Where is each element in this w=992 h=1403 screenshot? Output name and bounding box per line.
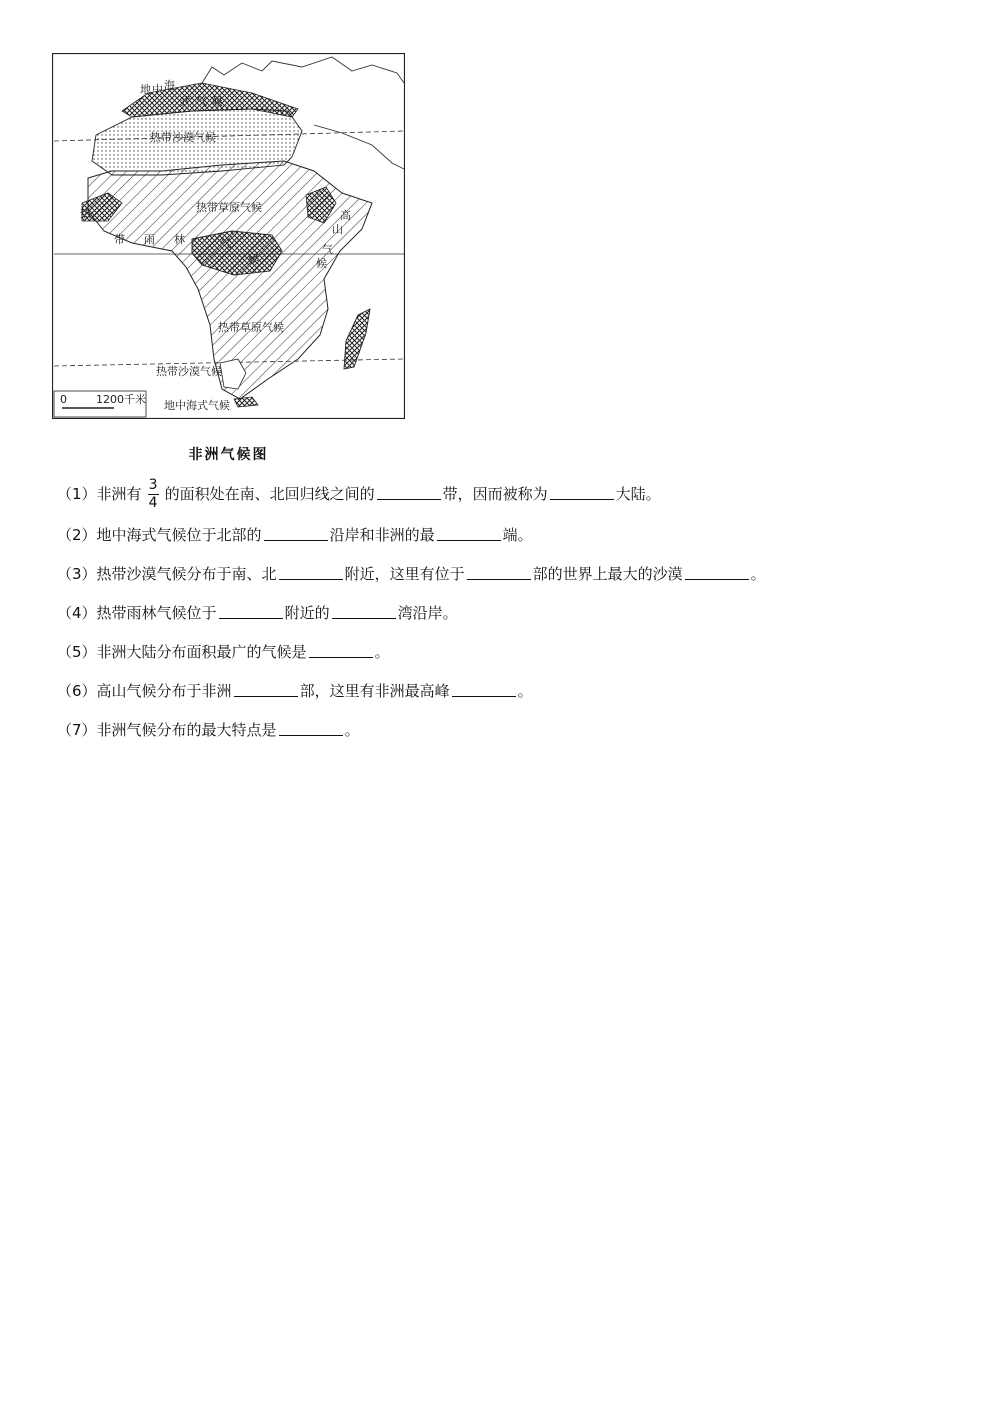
answer-blank[interactable] bbox=[309, 643, 373, 658]
map-label: 中 bbox=[152, 83, 163, 96]
question-text: 湾沿岸。 bbox=[397, 604, 458, 622]
question-1 bbox=[57, 478, 661, 511]
question-number: （4） bbox=[57, 604, 97, 622]
question-number: （3） bbox=[57, 565, 97, 583]
answer-blank[interactable] bbox=[219, 604, 283, 619]
question-2 bbox=[57, 525, 533, 545]
map-label: 地中海式气候 bbox=[164, 399, 230, 412]
question-number: （5） bbox=[57, 643, 97, 661]
question-number: （7） bbox=[57, 721, 97, 739]
map-label: 雨 bbox=[144, 233, 155, 246]
question-number: （6） bbox=[57, 682, 97, 700]
answer-blank[interactable] bbox=[332, 604, 396, 619]
question-text: 。 bbox=[750, 565, 766, 583]
answer-blank[interactable] bbox=[264, 526, 328, 541]
question-text: 非洲气候分布的最大特点是 bbox=[96, 721, 277, 739]
map-label: 气 bbox=[196, 95, 207, 108]
map-label: 候 bbox=[316, 257, 327, 270]
map-label: 候 bbox=[212, 95, 223, 108]
question-text: 。 bbox=[344, 721, 360, 739]
answer-blank[interactable] bbox=[279, 565, 343, 580]
map-label: 式 bbox=[180, 95, 191, 108]
map-label: 候 bbox=[248, 253, 259, 266]
map-label: 热带草原气候 bbox=[218, 321, 284, 334]
question-text: 带，因而被称为 bbox=[442, 485, 548, 503]
answer-blank[interactable] bbox=[234, 682, 298, 697]
map-label: 海 bbox=[164, 79, 175, 92]
question-text: 非洲大陆分布面积最广的气候是 bbox=[96, 643, 307, 661]
question-text: 部，这里有非洲最高峰 bbox=[299, 682, 450, 700]
question-text: 热带沙漠气候分布于南、北 bbox=[96, 565, 277, 583]
question-text: 部的世界上最大的沙漠 bbox=[532, 565, 683, 583]
scale-zero-label: 0 bbox=[60, 393, 67, 406]
map-label: 带 bbox=[114, 233, 125, 246]
map-label: 气 bbox=[220, 237, 231, 250]
map-label: 热带沙漠气候 bbox=[150, 131, 216, 144]
question-7 bbox=[57, 720, 360, 740]
map-label: 山 bbox=[332, 223, 343, 236]
question-4 bbox=[57, 603, 458, 623]
question-text: 大陆。 bbox=[615, 485, 661, 503]
question-text: 热带雨林气候位于 bbox=[96, 604, 217, 622]
map-label: 气 bbox=[322, 243, 333, 256]
question-text: 端。 bbox=[502, 526, 533, 544]
map-label: 高 bbox=[340, 209, 351, 222]
map-label: 热 bbox=[80, 207, 91, 220]
question-text: 沿岸和非洲的最 bbox=[329, 526, 435, 544]
figure-caption: 非洲气候图 bbox=[188, 447, 269, 463]
answer-blank[interactable] bbox=[279, 721, 343, 736]
question-text: 。 bbox=[374, 643, 390, 661]
question-text: 附近的 bbox=[284, 604, 330, 622]
scale-value-label: 1200千米 bbox=[96, 393, 146, 406]
africa-climate-map bbox=[52, 53, 405, 419]
question-5 bbox=[57, 642, 390, 662]
map-label: 林 bbox=[174, 233, 185, 246]
question-text: 地中海式气候位于北部的 bbox=[96, 526, 262, 544]
question-number: （2） bbox=[57, 526, 97, 544]
answer-blank[interactable] bbox=[377, 485, 441, 500]
question-text: 。 bbox=[517, 682, 533, 700]
fraction bbox=[148, 478, 159, 511]
question-text: 附近，这里有位于 bbox=[344, 565, 465, 583]
answer-blank[interactable] bbox=[437, 526, 501, 541]
question-text: 高山气候分布于非洲 bbox=[96, 682, 232, 700]
question-6 bbox=[57, 681, 533, 701]
fraction-numerator: 3 bbox=[148, 477, 158, 493]
map-label: 热带沙漠气候 bbox=[156, 365, 222, 378]
question-3 bbox=[57, 564, 766, 584]
map-label: 热带草原气候 bbox=[196, 201, 262, 214]
fraction-denominator: 4 bbox=[148, 495, 158, 511]
question-number: （1） bbox=[57, 485, 97, 503]
answer-blank[interactable] bbox=[467, 565, 531, 580]
answer-blank[interactable] bbox=[550, 485, 614, 500]
map-label: 地 bbox=[140, 83, 151, 96]
answer-blank[interactable] bbox=[452, 682, 516, 697]
answer-blank[interactable] bbox=[685, 565, 749, 580]
question-text: 非洲有 bbox=[96, 485, 142, 503]
question-text: 的面积处在南、北回归线之间的 bbox=[164, 485, 375, 503]
